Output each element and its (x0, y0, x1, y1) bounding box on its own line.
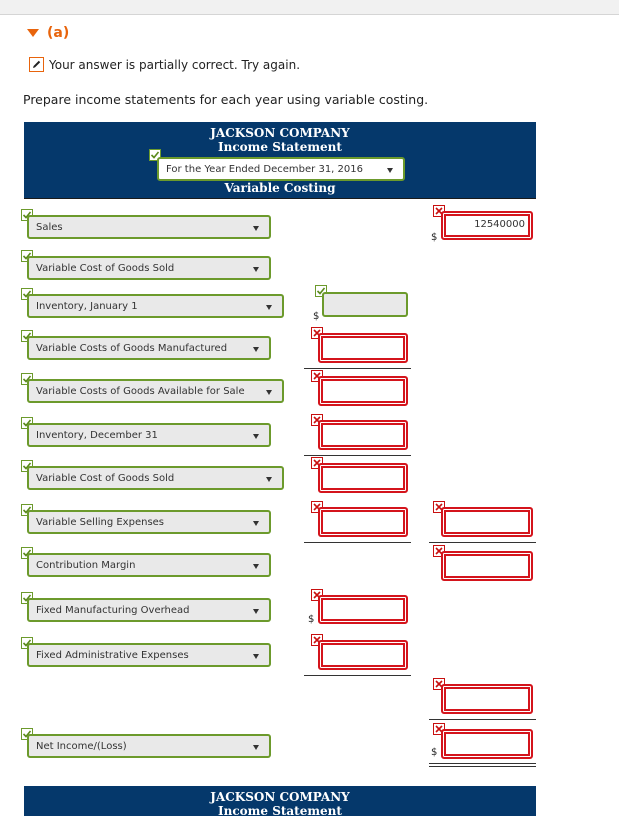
feedback-message (29, 57, 300, 72)
statement-title: Income Statement (218, 804, 342, 818)
pencil-icon (29, 57, 44, 72)
row-label: Variable Cost of Goods Sold (36, 262, 175, 274)
chevron-down-icon (253, 267, 259, 272)
chevron-down-icon (253, 654, 259, 659)
top-bar (0, 0, 619, 15)
row-label: Variable Costs of Goods Manufactured (36, 342, 228, 354)
row-label: Variable Costs of Goods Available for Sale (36, 385, 245, 397)
chevron-down-icon (253, 745, 259, 750)
inventory-jan1-input[interactable] (322, 292, 408, 317)
row-label-select[interactable] (27, 553, 271, 577)
amount-input[interactable] (318, 507, 408, 537)
chevron-down-icon (253, 521, 259, 526)
amount-input[interactable] (318, 376, 408, 406)
row-label-select[interactable] (27, 423, 271, 447)
amount-input[interactable] (441, 507, 533, 537)
row-label: Contribution Margin (36, 559, 136, 571)
instructions: Prepare income statements for each year using variable costing. (23, 92, 429, 107)
amount-input[interactable] (318, 333, 408, 363)
double-rule-top (429, 763, 536, 764)
collapse-triangle-icon (27, 29, 39, 37)
chevron-down-icon (266, 305, 272, 310)
chevron-down-icon (253, 434, 259, 439)
amount-input[interactable] (318, 595, 408, 624)
currency-symbol: $ (431, 232, 438, 243)
amount-input[interactable] (318, 463, 408, 493)
section-a-toggle[interactable] (27, 25, 69, 41)
subtotal-rule (304, 542, 411, 543)
amount-input[interactable] (318, 640, 408, 670)
amount-input[interactable] (441, 551, 533, 581)
row-label-select[interactable] (27, 598, 271, 622)
row-label-select[interactable] (27, 734, 271, 758)
currency-symbol: $ (431, 747, 438, 758)
row-label-select[interactable] (27, 256, 271, 280)
chevron-down-icon (266, 390, 272, 395)
period-value: For the Year Ended December 31, 2016 (166, 163, 363, 175)
subtotal-rule (304, 675, 411, 676)
subtotal-rule (304, 455, 411, 456)
net-income-input[interactable] (441, 729, 533, 759)
sales-amount-input[interactable] (441, 211, 533, 240)
row-label-select[interactable] (27, 510, 271, 534)
row-label: Inventory, January 1 (36, 300, 138, 312)
company-name: JACKSON COMPANY (210, 790, 350, 804)
subtotal-rule (304, 368, 411, 369)
chevron-down-icon (253, 564, 259, 569)
header-rule (24, 198, 536, 199)
double-rule-bottom (429, 766, 536, 767)
row-label-select[interactable] (27, 215, 271, 239)
section-label: (a) (47, 25, 70, 41)
row-label: Net Income/(Loss) (36, 740, 127, 752)
row-label-select[interactable] (27, 336, 271, 360)
period-select[interactable] (157, 157, 405, 181)
row-label-select[interactable] (27, 379, 284, 403)
row-label: Fixed Administrative Expenses (36, 649, 189, 661)
row-label: Inventory, December 31 (36, 429, 158, 441)
row-label: Sales (36, 221, 63, 233)
currency-symbol: $ (313, 311, 320, 322)
row-label-select[interactable] (27, 294, 284, 318)
company-name: JACKSON COMPANY (210, 126, 350, 140)
row-label: Fixed Manufacturing Overhead (36, 604, 190, 616)
chevron-down-icon (253, 347, 259, 352)
subtotal-rule (429, 719, 536, 720)
chevron-down-icon (266, 477, 272, 482)
sales-amount-value: 12540000 (474, 219, 525, 230)
row-label: Variable Selling Expenses (36, 516, 165, 528)
statement-title: Income Statement (218, 140, 342, 154)
currency-symbol: $ (308, 614, 315, 625)
chevron-down-icon (253, 226, 259, 231)
subtotal-rule (429, 542, 536, 543)
row-label-select[interactable] (27, 643, 271, 667)
amount-input[interactable] (318, 420, 408, 450)
chevron-down-icon (387, 168, 393, 173)
feedback-text: Your answer is partially correct. Try again. (49, 57, 301, 72)
statement-header-2 (24, 786, 536, 816)
row-label: Variable Cost of Goods Sold (36, 472, 175, 484)
amount-input[interactable] (441, 684, 533, 714)
row-label-select[interactable] (27, 466, 284, 490)
chevron-down-icon (253, 609, 259, 614)
costing-method: Variable Costing (224, 181, 336, 195)
